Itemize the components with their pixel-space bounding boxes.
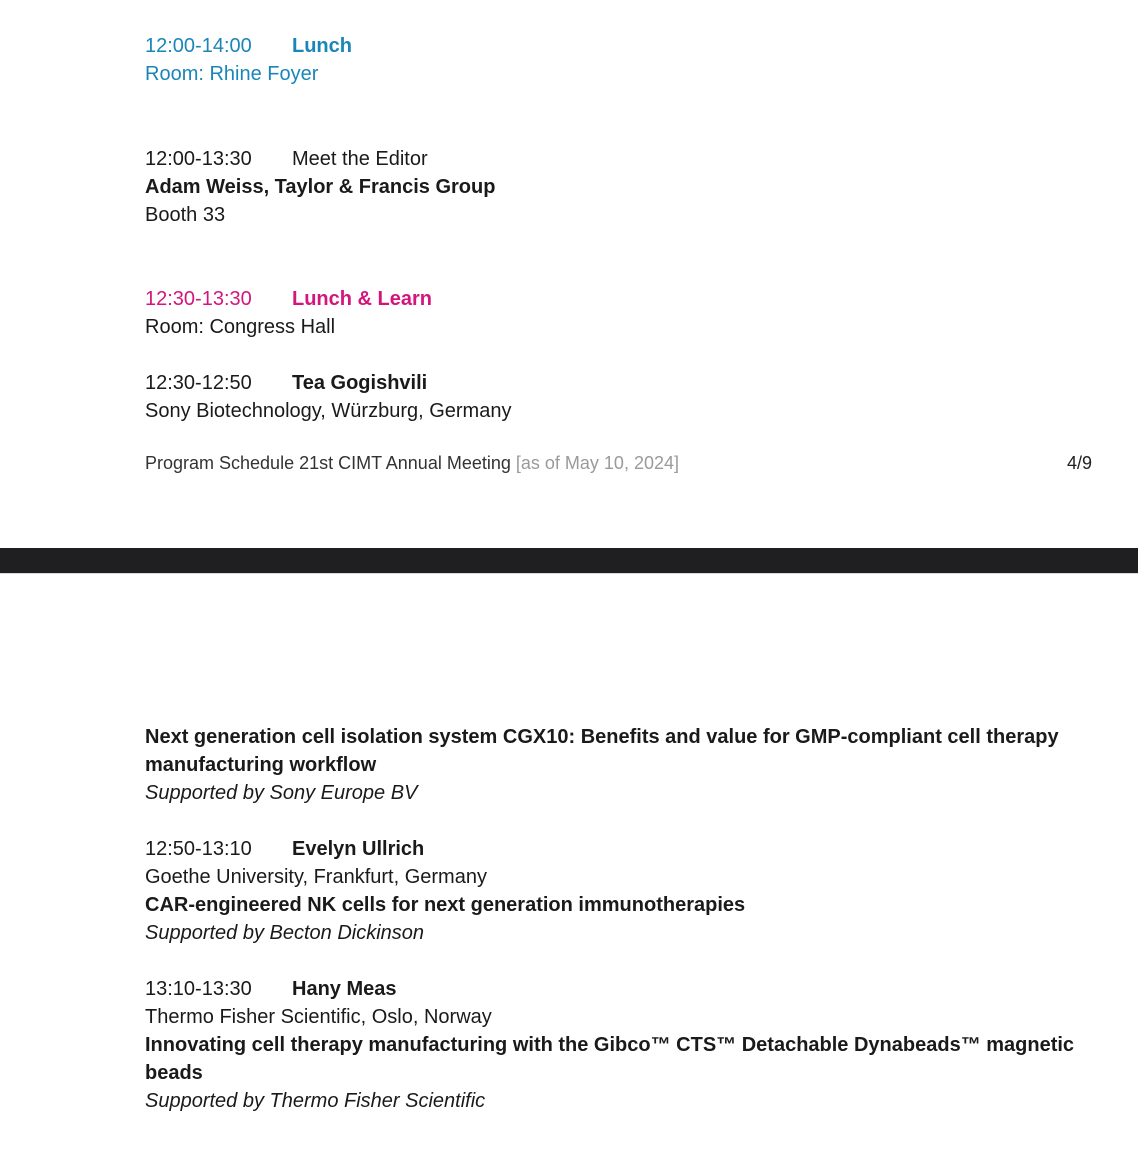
talk1-affiliation: Sony Biotechnology, Würzburg, Germany <box>145 400 512 422</box>
footer-title: Program Schedule 21st CIMT Annual Meeting <box>145 453 511 473</box>
talk-gogishvili <box>145 369 1095 425</box>
talk3-time: 13:10-13:30 <box>145 978 252 1000</box>
talk3-support: Supported by Thermo Fisher Scientific <box>145 1090 486 1112</box>
talk2-support: Supported by Becton Dickinson <box>145 922 425 944</box>
talk1-time: 12:30-12:50 <box>145 372 252 394</box>
talk3-affiliation: Thermo Fisher Scientific, Oslo, Norway <box>145 1006 492 1028</box>
talk1-support: Supported by Sony Europe BV <box>145 782 418 804</box>
lunch-session <box>145 32 1095 88</box>
meet-editor-session <box>145 145 1095 229</box>
lunch-title: Lunch <box>292 35 352 57</box>
page-number: 4/9 <box>1066 453 1092 473</box>
editor-title: Meet the Editor <box>292 148 428 170</box>
lunch-time: 12:00-14:00 <box>145 35 252 57</box>
talk2-title: CAR-engineered NK cells for next generation immunotherapies <box>145 894 746 916</box>
talk1-continued <box>145 723 1075 807</box>
editor-location: Booth 33 <box>145 204 226 226</box>
editor-person: Adam Weiss, Taylor & Francis Group <box>145 176 496 198</box>
footer-date: [as of May 10, 2024] <box>515 453 679 473</box>
page-separator <box>0 548 1138 574</box>
talk2-speaker: Evelyn Ullrich <box>292 838 425 860</box>
page-5 <box>0 574 1138 1151</box>
talk1-speaker: Tea Gogishvili <box>292 372 428 394</box>
talk2-time: 12:50-13:10 <box>145 838 252 860</box>
lunch-learn-session <box>145 285 1095 341</box>
talk1-title: Next generation cell isolation system CGX10: Benefits and value for GMP-compliant cell therapy manufacturing workflow <box>145 726 1059 776</box>
talk-meas <box>145 975 1080 1115</box>
talk3-title: Innovating cell therapy manufacturing with the Gibco™ CTS™ Detachable Dynabeads™ magnetic beads <box>145 1034 1075 1084</box>
talk-ullrich <box>145 835 1095 947</box>
page-4 <box>0 0 1138 548</box>
page-footer <box>145 450 1092 476</box>
editor-time: 12:00-13:30 <box>145 148 252 170</box>
talk3-speaker: Hany Meas <box>292 978 397 1000</box>
lunch-learn-time: 12:30-13:30 <box>145 288 252 310</box>
lunch-learn-title: Lunch & Learn <box>292 288 433 310</box>
lunch-learn-room: Room: Congress Hall <box>145 316 336 338</box>
talk2-affiliation: Goethe University, Frankfurt, Germany <box>145 866 487 888</box>
lunch-room: Room: Rhine Foyer <box>145 63 319 85</box>
